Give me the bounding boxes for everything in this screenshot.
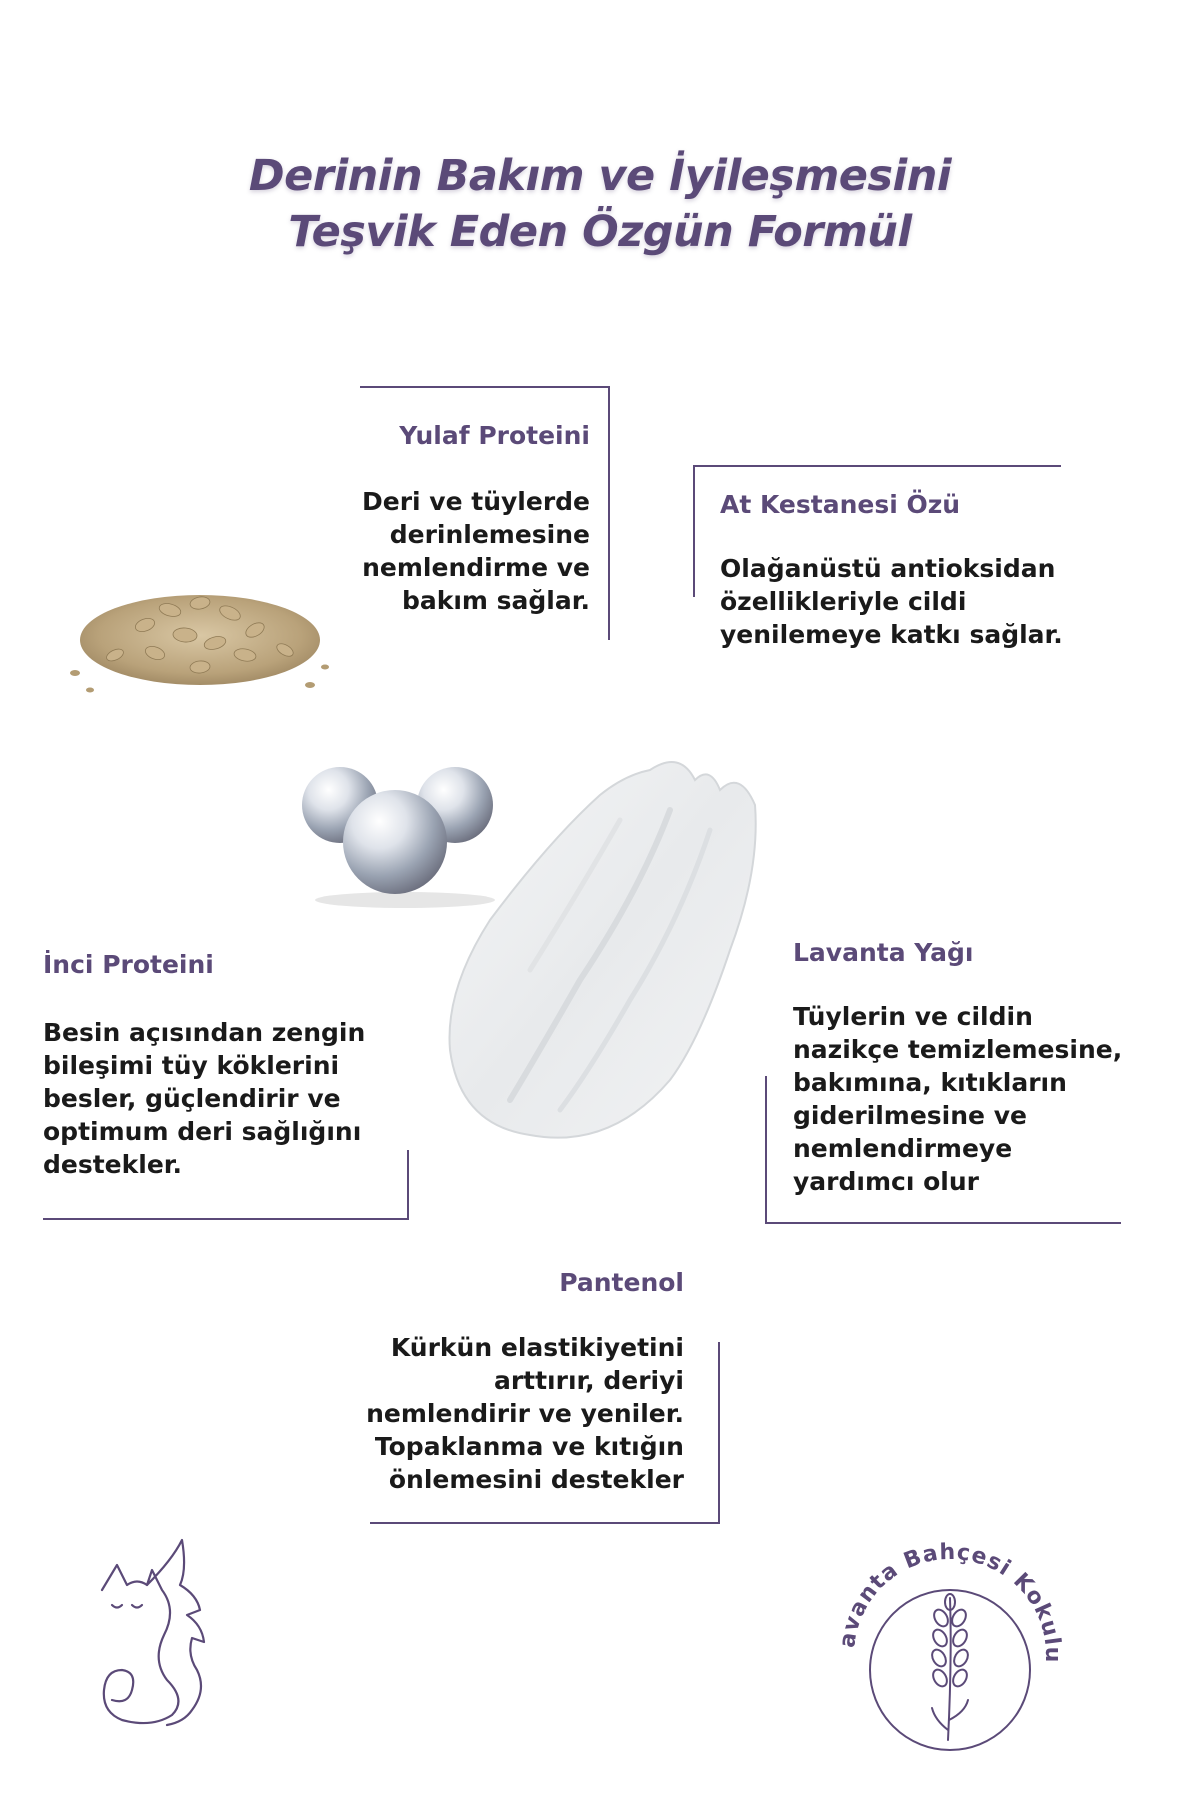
kestane-frame-top xyxy=(693,465,1061,467)
yulaf-heading: Yulaf Proteini xyxy=(399,421,590,450)
lavender-sprig-icon xyxy=(929,1594,970,1740)
cat-dog-line-icon xyxy=(92,1530,222,1730)
kestane-frame-left xyxy=(693,465,695,597)
svg-text:Lavanta Bahçesi Kokulu xyxy=(812,1511,1065,1663)
lavanta-frame-left xyxy=(765,1076,767,1224)
lavanta-frame-bottom xyxy=(765,1222,1121,1224)
gel-swatch-icon xyxy=(440,750,780,1150)
pantenol-heading: Pantenol xyxy=(559,1268,684,1297)
inci-frame-bottom xyxy=(43,1218,409,1220)
pantenol-body: Kürkün elastikiyetini arttırır, deriyi nemlendirir ve yeniler. Topaklanma ve kıtığın önlemesini destekler xyxy=(366,1333,684,1494)
page-title xyxy=(0,148,1200,260)
pantenol-frame-bottom xyxy=(370,1522,720,1524)
inci-frame-right xyxy=(407,1150,409,1220)
kestane-heading: At Kestanesi Özü xyxy=(720,490,961,519)
oat-flakes-icon xyxy=(55,555,335,705)
pantenol-frame-right xyxy=(718,1342,720,1524)
title-line-2: Teşvik Eden Özgün Formül xyxy=(288,207,912,257)
lavanta-body: Tüylerin ve cildin nazikçe temizlemesine, bakımına, kıtıkların giderilmesine ve nemlendirmeye yardımcı olur xyxy=(793,1002,1123,1196)
badge-text: Lavanta Bahçesi Kokulu xyxy=(812,1511,1066,1664)
lavender-badge xyxy=(812,1511,1080,1770)
yulaf-body: Deri ve tüylerde derinlemesine nemlendirme ve bakım sağlar. xyxy=(361,487,590,615)
kestane-body: Olağanüstü antioksidan özellikleriyle cildi yenilemeye katkı sağlar. xyxy=(720,554,1063,649)
inci-body: Besin açısından zengin bileşimi tüy köklerini besler, güçlendirir ve optimum deri sağlığını destekler. xyxy=(43,1018,366,1179)
yulaf-frame-top xyxy=(360,386,610,388)
lavanta-heading: Lavanta Yağı xyxy=(793,938,974,967)
title-line-1: Derinin Bakım ve İyileşmesini xyxy=(248,151,952,201)
inci-heading: İnci Proteini xyxy=(43,950,214,979)
yulaf-frame-right xyxy=(608,386,610,640)
